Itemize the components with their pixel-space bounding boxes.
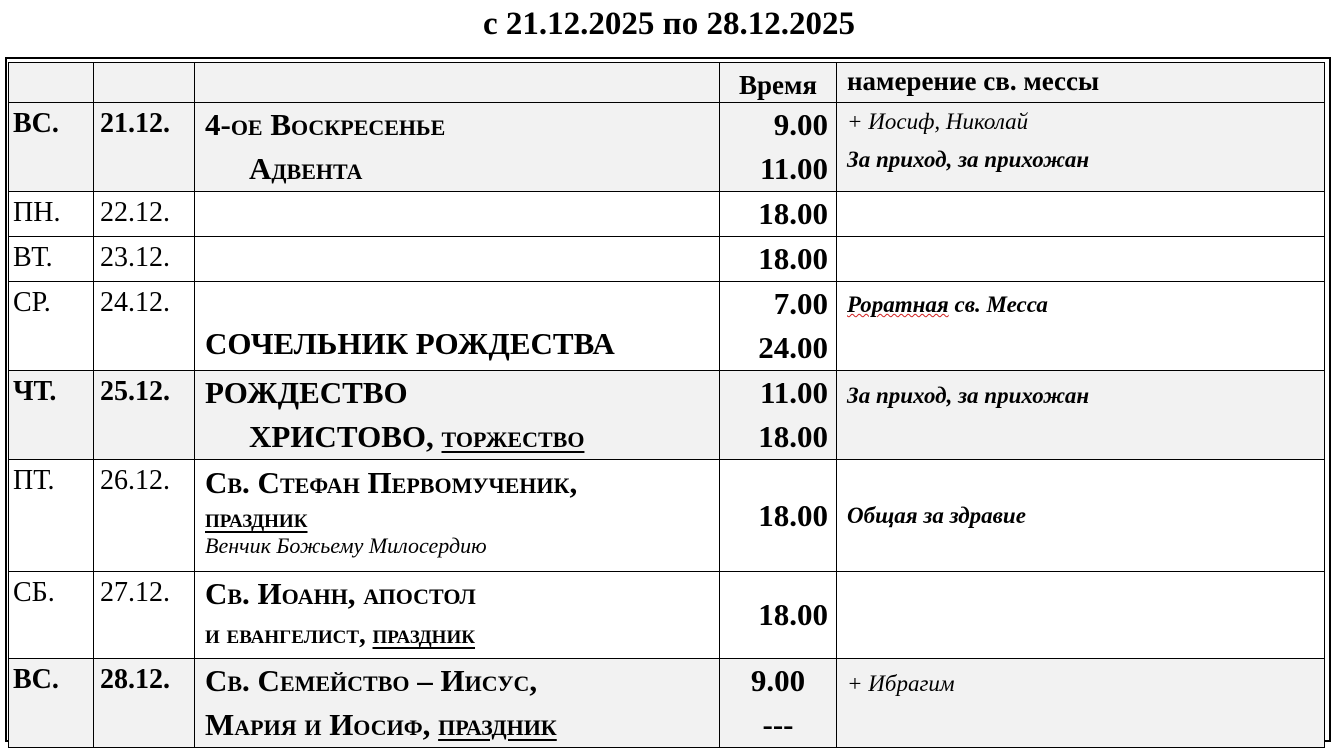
- feast-line: [205, 415, 719, 459]
- intention-cell: [837, 572, 1325, 659]
- feast-line: 4-ое Воскресенье: [205, 107, 446, 142]
- time-cell: [720, 572, 837, 659]
- feast-rank: праздник: [205, 503, 308, 533]
- intention-word: св. Месса: [948, 292, 1048, 317]
- intention-cell: [837, 103, 1325, 192]
- day-cell: ПН.: [9, 192, 94, 237]
- feast-line: Адвента: [249, 151, 363, 186]
- feast-note: Венчик Божьему Милосердию: [205, 533, 487, 558]
- time-cell: [720, 237, 837, 282]
- day-cell: ВТ.: [9, 237, 94, 282]
- feast-line: [205, 703, 719, 747]
- header-cell-feast: [195, 63, 720, 103]
- feast-name: Мария и Иосиф,: [205, 707, 439, 742]
- table-row: [9, 192, 1325, 237]
- feast-cell: [195, 572, 720, 659]
- table-row: [9, 659, 1325, 748]
- feast-name: и евангелист,: [205, 619, 373, 649]
- day-cell: ВС.: [9, 103, 94, 192]
- table-row: [9, 103, 1325, 192]
- feast-rank: торжество: [441, 419, 585, 454]
- feast-cell: [195, 237, 720, 282]
- mass-schedule-table: [8, 62, 1325, 748]
- header-cell-date: [94, 63, 195, 103]
- table-row: [9, 282, 1325, 371]
- feast-line: Св. Стефан Первомученик,: [205, 465, 578, 500]
- date-cell: 25.12.: [94, 371, 195, 460]
- feast-cell: [195, 659, 720, 748]
- mass-time: 18.00: [758, 597, 828, 632]
- feast-cell: [195, 460, 720, 572]
- feast-cell: [195, 282, 720, 371]
- intention-cell: [837, 237, 1325, 282]
- feast-line: [205, 502, 719, 533]
- intention-text: + Иосиф, Николай: [847, 109, 1029, 134]
- feast-line: Св. Семейство – Иисус,: [205, 663, 538, 698]
- day-cell: СР.: [9, 282, 94, 371]
- feast-line: РОЖДЕСТВО: [205, 375, 408, 410]
- date-cell: 27.12.: [94, 572, 195, 659]
- intention-cell: [837, 659, 1325, 748]
- intention-cell: [837, 460, 1325, 572]
- day-cell: ЧТ.: [9, 371, 94, 460]
- schedule-title: с 21.12.2025 по 28.12.2025: [483, 6, 855, 42]
- time-cell: [720, 460, 837, 572]
- table-row: [9, 237, 1325, 282]
- mass-time: ---: [762, 707, 794, 742]
- header-cell-day: [9, 63, 94, 103]
- mass-time: 11.00: [759, 151, 828, 186]
- intention-cell: [837, 371, 1325, 460]
- feast-name: ХРИСТОВО,: [249, 419, 442, 454]
- mass-time: 9.00: [750, 663, 806, 698]
- intention-text: [847, 282, 1324, 324]
- mass-time: 9.00: [773, 107, 828, 142]
- header-row: [9, 63, 1325, 103]
- feast-rank: праздник: [438, 707, 557, 742]
- intention-word-spellcheck: Роратная: [847, 292, 949, 317]
- mass-time: 24.00: [758, 330, 828, 365]
- intention-text: + Ибрагим: [847, 671, 955, 696]
- mass-time: 11.00: [759, 375, 828, 410]
- time-cell: [720, 103, 837, 192]
- intention-text: Общая за здравие: [847, 502, 1026, 528]
- intention-cell: [837, 282, 1325, 371]
- mass-time: 18.00: [758, 497, 828, 533]
- intention-cell: [837, 192, 1325, 237]
- date-cell: 23.12.: [94, 237, 195, 282]
- feast-cell: [195, 103, 720, 192]
- day-cell: ПТ.: [9, 460, 94, 572]
- mass-time: 18.00: [758, 196, 828, 231]
- header-intention: намерение св. мессы: [837, 63, 1325, 103]
- time-cell: [720, 371, 837, 460]
- intention-text: За приход, за прихожан: [847, 383, 1090, 408]
- feast-line: СОЧЕЛЬНИК РОЖДЕСТВА: [205, 326, 615, 361]
- feast-cell: [195, 371, 720, 460]
- feast-line: Св. Иоанн, апостол: [205, 576, 476, 611]
- feast-cell: [195, 192, 720, 237]
- table-row: [9, 460, 1325, 572]
- mass-time: 18.00: [758, 241, 828, 276]
- mass-time: 18.00: [758, 419, 828, 454]
- table-row: [9, 572, 1325, 659]
- header-time: Время: [720, 63, 837, 103]
- time-cell: [720, 192, 837, 237]
- feast-line: [205, 614, 719, 653]
- day-cell: ВС.: [9, 659, 94, 748]
- date-cell: 22.12.: [94, 192, 195, 237]
- time-cell: [720, 282, 837, 371]
- date-cell: 26.12.: [94, 460, 195, 572]
- time-cell: [720, 659, 837, 748]
- table-row: [9, 371, 1325, 460]
- day-cell: СБ.: [9, 572, 94, 659]
- feast-spacer: [205, 282, 719, 322]
- date-cell: 28.12.: [94, 659, 195, 748]
- date-cell: 24.12.: [94, 282, 195, 371]
- intention-text: За приход, за прихожан: [847, 147, 1090, 172]
- date-cell: 21.12.: [94, 103, 195, 192]
- feast-rank: праздник: [372, 619, 476, 649]
- mass-time: 7.00: [773, 286, 828, 321]
